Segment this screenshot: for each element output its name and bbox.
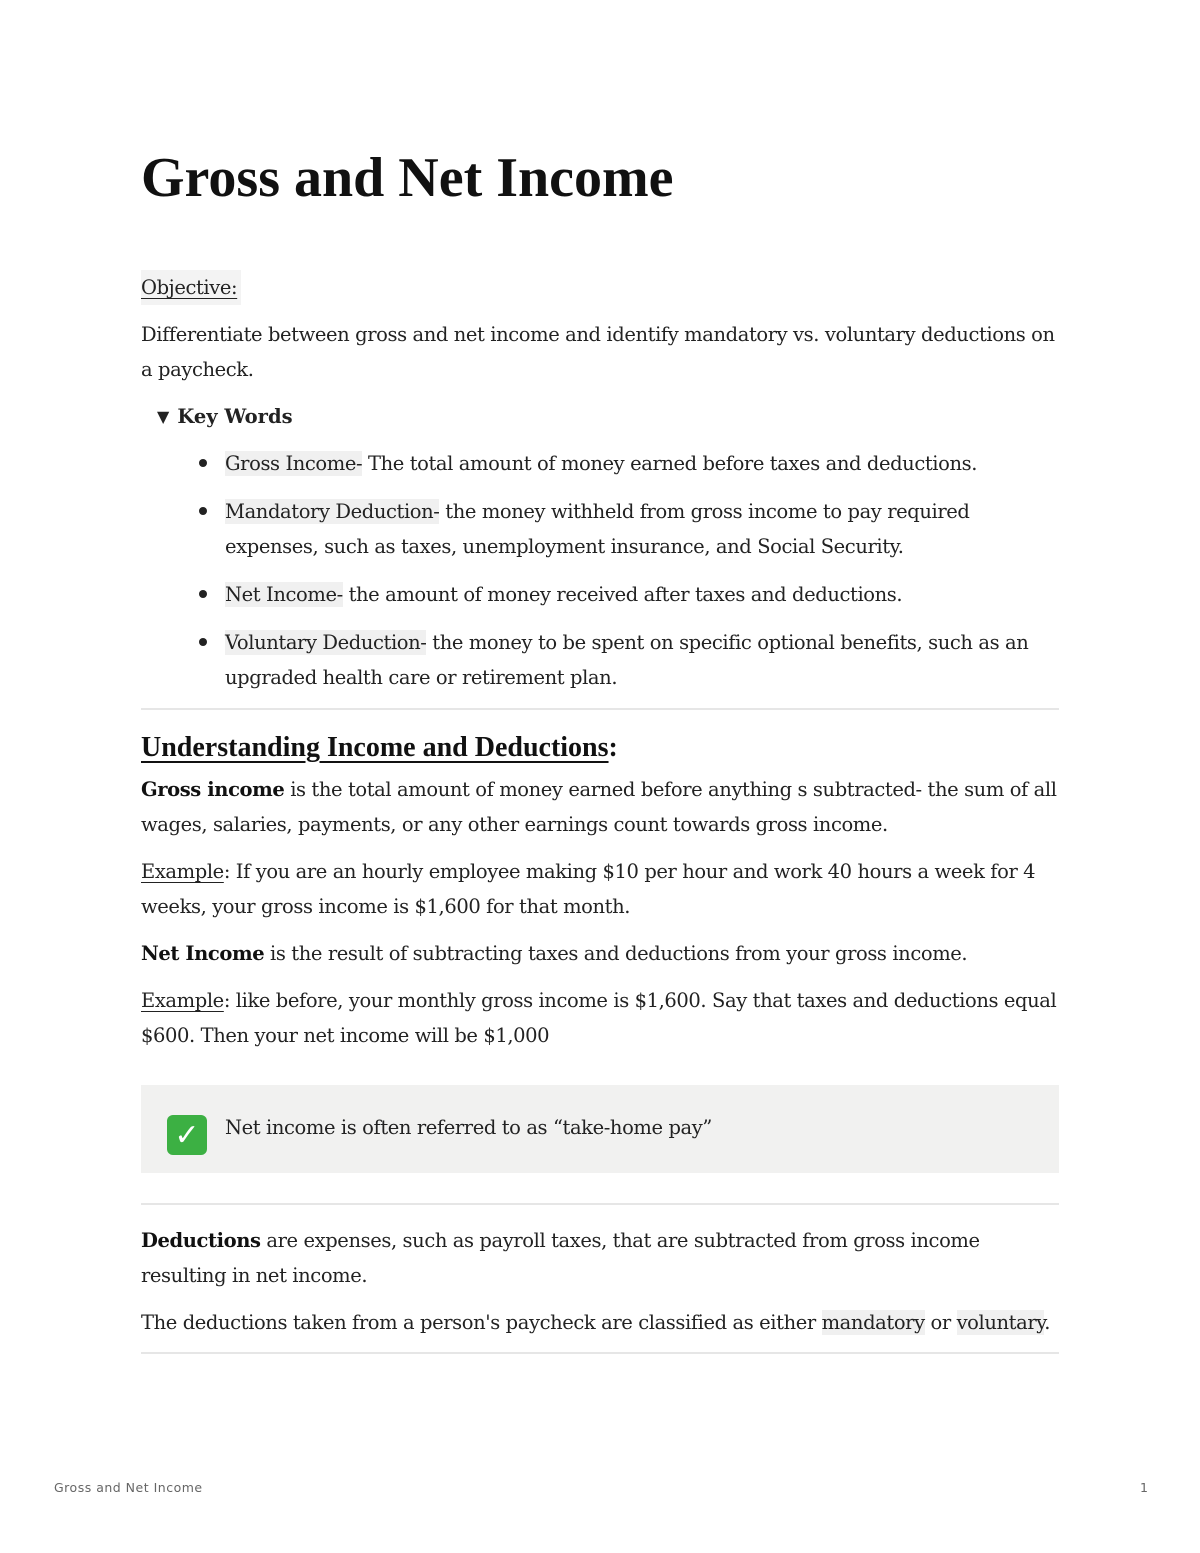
objective-text: Differentiate between gross and net income and identify mandatory vs. voluntary deductions on a paycheck. <box>141 323 1055 381</box>
section-divider <box>141 1203 1059 1205</box>
example-label: Example <box>141 860 224 883</box>
voluntary-term: voluntary <box>956 1311 1045 1334</box>
key-term: Gross Income- <box>225 452 363 475</box>
key-definition: the money to be spent on specific optional benefits, such as an upgraded health care or retirement plan. <box>225 631 1029 689</box>
callout-box <box>141 1085 1059 1173</box>
example-paragraph-2 <box>141 983 1059 1053</box>
deductions-term: Deductions <box>141 1229 261 1252</box>
list-item <box>225 446 1059 481</box>
bullet-icon <box>199 459 207 467</box>
example-text: : like before, your monthly gross income is $1,600. Say that taxes and deductions equal $600. Then your net income will be $1,000 <box>141 989 1057 1047</box>
key-term: Net Income- <box>225 583 343 606</box>
triangle-down-icon[interactable]: ▼ <box>157 407 170 426</box>
classification-suffix: . <box>1044 1311 1051 1334</box>
classification-middle: or <box>924 1311 957 1334</box>
key-words-list <box>141 446 1059 695</box>
key-definition: the amount of money received after taxes and deductions. <box>342 583 903 606</box>
callout-text: Net income is often referred to as “take-home pay” <box>225 1116 712 1139</box>
list-item <box>225 494 1059 564</box>
footer-title: Gross and Net Income <box>54 1480 203 1495</box>
net-income-term: Net Income <box>141 942 265 965</box>
gross-income-text: is the total amount of money earned before anything s subtracted- the sum of all wages, salaries, payments, or any other earnings count towards gross income. <box>141 778 1057 836</box>
net-income-paragraph <box>141 936 1059 971</box>
example-text: : If you are an hourly employee making $10 per hour and work 40 hours a week for 4 weeks, your gross income is $1,600 for that month. <box>141 860 1036 918</box>
document-content <box>141 270 1059 1372</box>
key-definition: The total amount of money earned before taxes and deductions. <box>362 452 978 475</box>
section-divider <box>141 1352 1059 1354</box>
objective-label: Objective: <box>141 270 241 305</box>
check-mark-button-icon: ✓ <box>167 1115 207 1155</box>
key-term: Mandatory Deduction- <box>225 500 440 523</box>
classification-prefix: The deductions taken from a person's paycheck are classified as either <box>141 1311 822 1334</box>
list-item <box>225 577 1059 612</box>
key-term: Voluntary Deduction- <box>225 631 427 654</box>
key-words-heading: Key Words <box>177 405 293 428</box>
gross-income-paragraph <box>141 772 1059 842</box>
deductions-text: are expenses, such as payroll taxes, that are subtracted from gross income resulting in net income. <box>141 1229 980 1287</box>
example-paragraph-1 <box>141 854 1059 924</box>
example-label: Example <box>141 989 224 1012</box>
list-item <box>225 625 1059 695</box>
deductions-paragraph <box>141 1223 1059 1293</box>
page-title: Gross and Net Income <box>141 147 674 209</box>
section-heading <box>141 728 1059 768</box>
gross-income-term: Gross income <box>141 778 285 801</box>
section-heading-suffix: : <box>608 732 618 763</box>
section-heading-text: Understanding Income and Deductions <box>141 732 609 763</box>
key-definition: the money withheld from gross income to pay required expenses, such as taxes, unemployment insurance, and Social Security. <box>225 500 970 558</box>
bullet-icon <box>199 590 207 598</box>
bullet-icon <box>199 507 207 515</box>
mandatory-term: mandatory <box>821 1311 925 1334</box>
net-income-text: is the result of subtracting taxes and deductions from your gross income. <box>264 942 968 965</box>
classification-paragraph <box>141 1305 1059 1340</box>
key-words-toggle[interactable] <box>157 399 1059 434</box>
bullet-icon <box>199 638 207 646</box>
section-divider <box>141 708 1059 710</box>
objective-label-line <box>141 270 1059 305</box>
page-number: 1 <box>1140 1480 1148 1495</box>
